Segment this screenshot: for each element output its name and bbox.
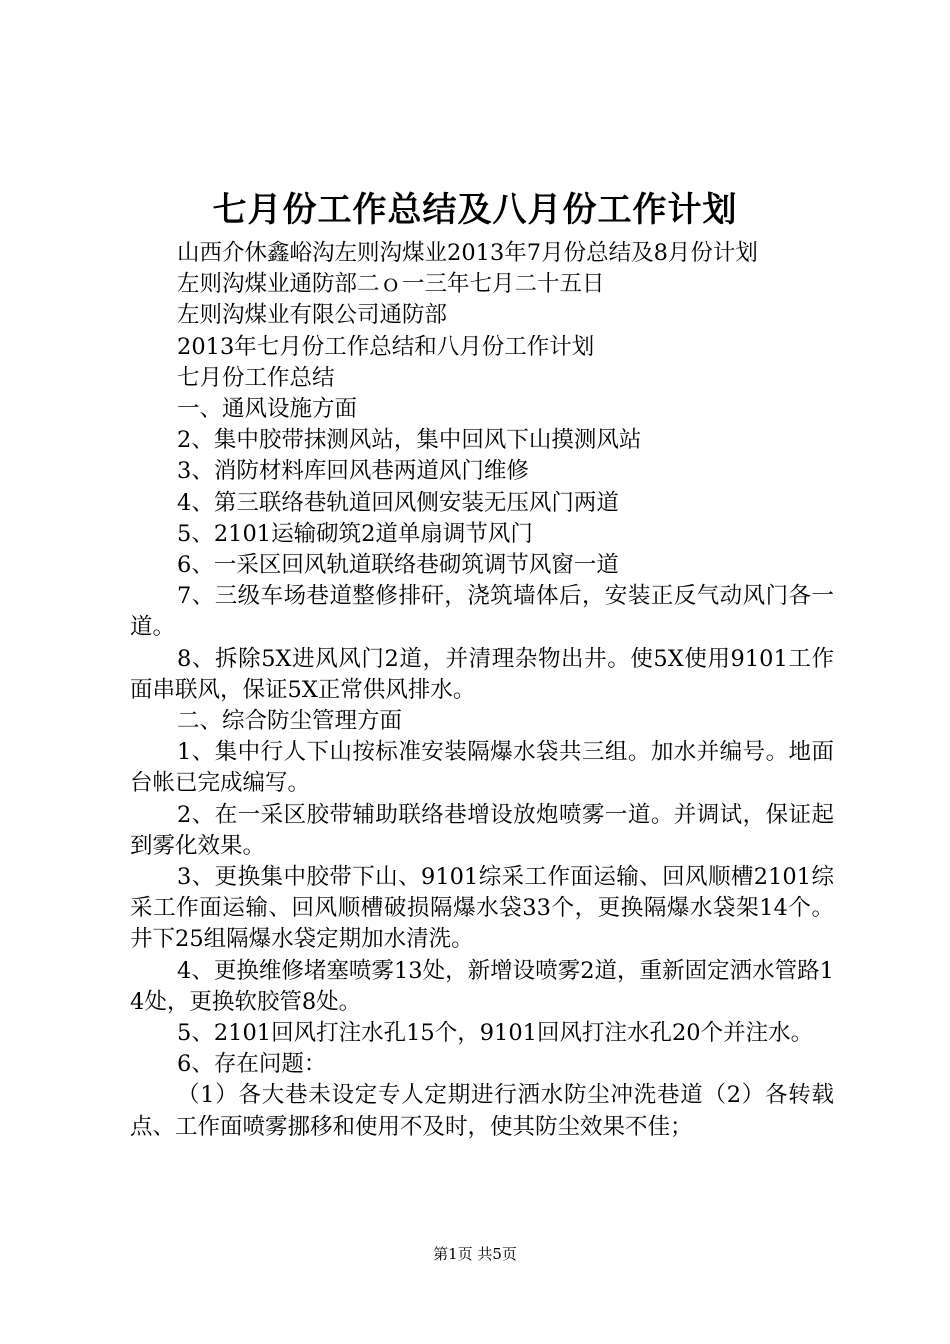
paragraph-10: 5、2101运输砌筑2道单扇调节风门: [177, 520, 533, 547]
paragraph-17: 3、更换集中胶带下山、9101综采工作面运输、回风顺槽2101综采工作面运输、回风顺槽破损隔爆水袋33个，更换隔爆水袋架14个。井下25组隔爆水袋定期加水清洗。: [130, 864, 834, 953]
paragraph-18: 4、更换维修堵塞喷雾13处，新增设喷雾2道，重新固定洒水管路14处，更换软胶管8处。: [130, 957, 834, 1015]
document-body: [130, 238, 834, 1143]
paragraph-16: 2、在一采区胶带辅助联络巷增设放炮喷雾一道。并调试，保证起到雾化效果。: [130, 801, 834, 859]
paragraph-5: 七月份工作总结: [177, 364, 335, 391]
paragraph-8: 3、消防材料库回风巷两道风门维修: [177, 458, 529, 485]
paragraph-3: 左则沟煤业有限公司通防部: [177, 302, 448, 329]
paragraph-14: 二、综合防尘管理方面: [177, 708, 403, 735]
paragraph-19: 5、2101回风打注水孔15个，9101回风打注水孔20个并注水。: [177, 1020, 814, 1047]
paragraph-7: 2、集中胶带抹测风站，集中回风下山摸测风站: [177, 427, 642, 454]
paragraph-1: 山西介休鑫峪沟左则沟煤业2013年7月份总结及8月份计划: [177, 240, 758, 266]
document-title: 七月份工作总结及八月份工作计划: [212, 190, 738, 230]
page-number-footer: 第1页 共5页: [433, 1245, 517, 1263]
paragraph-4: 2013年七月份工作总结和八月份工作计划: [177, 333, 595, 360]
paragraph-20: 6、存在问题：: [177, 1051, 327, 1078]
paragraph-15: 1、集中行人下山按标准安装隔爆水袋共三组。加水并编号。地面台帐已完成编写。: [130, 739, 834, 797]
paragraph-2: 左则沟煤业通防部二ｏ一三年七月二十五日: [177, 271, 605, 298]
paragraph-21: （1）各大巷未设定专人定期进行洒水防尘冲洗巷道（2）各转载点、工作面喷雾挪移和使用不及时，使其防尘效果不佳；: [130, 1082, 834, 1140]
paragraph-9: 4、第三联络巷轨道回风侧安装无压风门两道: [177, 489, 619, 516]
paragraph-12: 7、三级车场巷道整修排矸，浇筑墙体后，安装正反气动风门各一道。: [130, 583, 834, 641]
paragraph-13: 8、拆除5X进风风门2道，并清理杂物出井。使5X使用9101工作面串联风，保证5X正常供风排水。: [130, 645, 834, 703]
paragraph-11: 6、一采区回风轨道联络巷砌筑调节风窗一道: [177, 552, 619, 579]
paragraph-6: 一、通风设施方面: [177, 396, 358, 423]
